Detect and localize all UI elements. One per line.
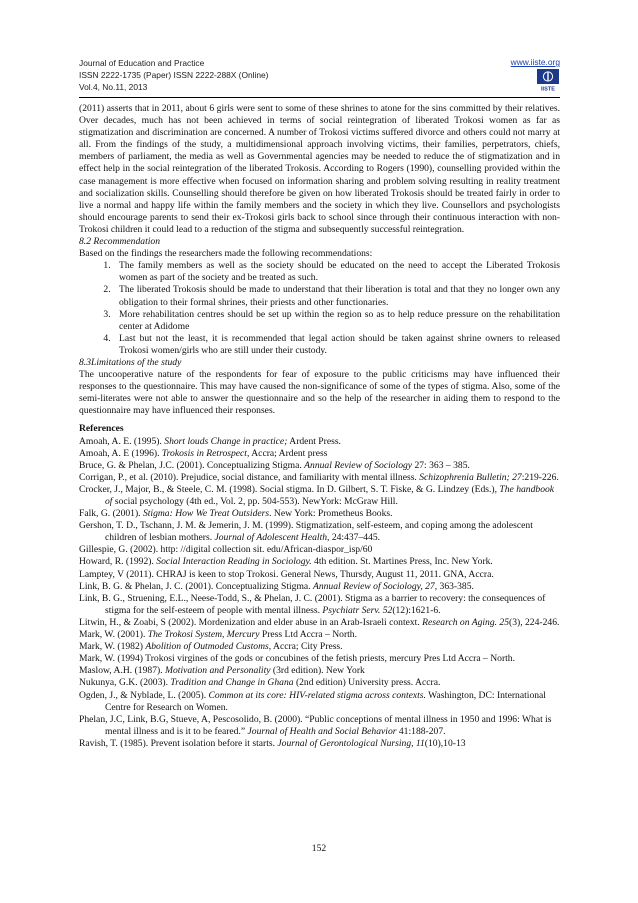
reference-pre: Howard, R. (1992). xyxy=(79,556,157,568)
reference-entry xyxy=(79,690,560,714)
reference-pre: Phelan, J.C, Link, B.G, Stueve, A, Pescosolido, B. (2000). “Public conceptions of mental illness in 1950 and 1996: What is mental illness and is it to be feared.” xyxy=(79,713,552,737)
reference-pre: Ogden, J., & Nyblade, L. (2005). xyxy=(79,689,209,701)
journal-url xyxy=(511,57,560,67)
reference-entry xyxy=(79,436,560,448)
reference-post: :219-226. xyxy=(521,471,559,483)
reference-post: Accra; City Press. xyxy=(271,641,343,653)
reference-it: Research on Aging. 25 xyxy=(422,616,510,628)
reference-post: 41:188-207. xyxy=(396,725,446,737)
reference-it: The handbook of xyxy=(105,483,555,507)
journal-title: Journal of Education and Practice xyxy=(79,58,205,68)
list-item: 2. The liberated Trokosis should be made to understand that their liberation is total and that they no longer own any obligation to their formal shrines, their priests and other functionaries. xyxy=(113,284,560,308)
reference-pre: Amoah, A. E. (1995). xyxy=(79,435,165,447)
reference-entry xyxy=(79,641,560,653)
reference-pre: Maslow, A.H. (1987). xyxy=(79,665,165,677)
reference-it: Annual Review of Sociology xyxy=(304,459,413,471)
list-item: 1. The family members as well as the society should be educated on the need to accept the Liberated Trokosis women as part of the society and be treated as such. xyxy=(113,260,560,284)
reference-pre: Crocker, J., Major, B., & Steele, C. M. (1998). Social stigma. In D. Gilbert, S. T. Fiske, & G. Lindzey (Eds.), xyxy=(79,483,500,495)
reference-it: Short louds Change in practice; xyxy=(164,435,288,447)
reference-post: 363-385. xyxy=(437,580,474,592)
reference-it: Tradition and Change in Ghana xyxy=(170,677,294,689)
reference-pre: Amoah, A. E (1996). xyxy=(79,447,162,459)
article-body xyxy=(79,103,560,750)
reference-entry xyxy=(79,677,560,689)
reference-pre: Nukunya, G.K. (2003). xyxy=(79,677,171,689)
reference-post: social psychology (4th ed., Vol. 2, pp. 504-553). NewYork: McGraw Hill. xyxy=(112,496,398,507)
volume-line: Vol.4, No.11, 2013 xyxy=(79,82,148,93)
reference-post: 27: 363 – 385. xyxy=(412,459,470,471)
reference-entry xyxy=(79,629,560,641)
logo-text: IISTE xyxy=(541,86,555,91)
running-header xyxy=(79,57,268,94)
reference-it: Psychiatr Serv. 52 xyxy=(322,604,393,616)
reference-post: 4th edition. St. Martines Press, Inc. New York. xyxy=(311,556,493,568)
list-item: 4. Last but not the least, it is recommended that legal action should be taken against shrine owners to released Trokosi women/girls who are still under their custody. xyxy=(113,333,560,357)
reference-it: Journal of Health and Social Behavior xyxy=(247,725,397,737)
reference-entry xyxy=(79,472,560,484)
reference-pre: Mark, W. (1982) xyxy=(79,641,146,653)
reference-post: . New York: Prometheus Books. xyxy=(269,508,393,520)
reference-entry xyxy=(79,484,560,508)
reference-entry xyxy=(79,569,560,581)
references-heading: References xyxy=(79,423,124,435)
reference-entry xyxy=(79,448,560,460)
reference-entry xyxy=(79,617,560,629)
reference-entry xyxy=(79,556,560,568)
section-heading-8-3: 8.3Limitations of the study xyxy=(79,356,182,368)
reference-post: Press Ltd Accra – North. xyxy=(259,629,358,641)
reference-pre: Link, B. G. & Phelan, J. C. (2001). Conceptualizing Stigma. xyxy=(79,580,313,592)
reference-it: Common at its core: HIV-related stigma across contexts. xyxy=(208,689,426,701)
reference-post: , 24:437–445. xyxy=(327,532,381,544)
reference-it: Social Interaction Reading in Sociology. xyxy=(156,556,312,568)
recommendations-intro: Based on the findings the researchers made the following recommendations: xyxy=(79,248,373,260)
reference-post: Ardent Press. xyxy=(287,435,341,447)
journal-url-link[interactable]: www.iiste.org xyxy=(510,57,560,67)
reference-it: Stigma: How We Treat Outsiders xyxy=(142,508,270,520)
reference-pre: Gershon, T. D., Tschann, J. M. & Jemerin, J. M. (1999). Stigmatization, self-esteem, and coping among the adolescent children of lesbian mothers. xyxy=(79,520,533,544)
reference-post: (3rd edition). New York xyxy=(270,665,365,677)
reference-entry xyxy=(79,714,560,738)
reference-pre: Lamptey, V (2011). CHRAJ is keen to stop Trokosi. General News, Thursdy, August 11, 2011. GNA, Accra. xyxy=(79,568,494,580)
reference-pre: Mark, W. (2001). xyxy=(79,629,148,641)
reference-post: (3), 224-246. xyxy=(509,616,560,628)
reference-post: (2nd edition) University press. Accra. xyxy=(293,677,441,689)
header-rule xyxy=(79,97,560,98)
reference-pre: Link, B. G., Struening, E.L., Neese-Todd, S., & Phelan, J. C. (2001). Stigma as a barrier to recovery: the consequences of stigma for the self-esteem of people with mental illness. xyxy=(79,592,546,616)
page-number: 152 xyxy=(311,843,327,854)
reference-pre: Gillespie, G. (2002). http: //digital collection sit. edu/African-diaspor_isp/60 xyxy=(79,544,373,556)
reference-entry xyxy=(79,508,560,520)
section-heading-8-2: 8.2 Recommendation xyxy=(79,236,160,248)
reference-it: Journal of Adolescent Health xyxy=(214,532,328,544)
reference-pre: Ravish, T. (1985). Prevent isolation before it starts. xyxy=(79,737,278,749)
recommendations-list xyxy=(79,260,560,357)
references-list xyxy=(79,436,560,750)
reference-it: The Trokosi System, Mercury xyxy=(147,629,260,641)
list-item: 3. More rehabilitation centres should be set up within the region so as to help reduce pressure on the rehabilitation center at Adidome xyxy=(113,309,560,333)
reference-entry xyxy=(79,520,560,544)
reference-entry xyxy=(79,460,560,472)
reference-entry xyxy=(79,544,560,556)
iiste-logo-icon xyxy=(537,69,559,91)
reference-post: (12):1621-6. xyxy=(392,604,441,616)
reference-entry xyxy=(79,665,560,677)
reference-entry xyxy=(79,653,560,665)
reference-it: Annual Review of Sociology, 27, xyxy=(312,580,438,592)
reference-post: Washington, DC: International Centre for Research on Women. xyxy=(105,689,546,713)
reference-pre: Mark, W. (1994) Trokosi virgines of the gods or concubines of the fetish priests, mercury Pres Ltd Accra – North. xyxy=(79,653,516,665)
reference-entry xyxy=(79,581,560,593)
reference-pre: Corrigan, P., et al. (2010). Prejudice, social distance, and familiarity with mental illness. xyxy=(79,471,420,483)
limitations-paragraph: The uncooperative nature of the respondents for fear of exposure to the public criticisms may have influenced their responses to the questionnaire. This may have caused the non-significance of some of the types of stigma. Also, some of the semi-literates were not able to answer the questionnaire and so the help of the researcher in aiding them to respond to the questionnaire may have influenced their responses. xyxy=(79,369,560,417)
reference-pre: Litwin, H., & Zoabi, S (2002). Mordenization and elder abuse in an Arab-Israeli context. xyxy=(79,616,423,628)
reference-it: Trokosis in Retrospect xyxy=(161,447,247,459)
reference-it: Abolition of Outmoded Customs, xyxy=(145,641,272,653)
reference-it: Journal of Gerontological Nursing, 11 xyxy=(277,737,425,749)
reference-it: Motivation and Personality xyxy=(164,665,271,677)
reference-pre: Bruce, G. & Phelan, J.C. (2001). Conceptualizing Stigma. xyxy=(79,459,305,471)
issn-line: ISSN 2222-1735 (Paper) ISSN 2222-288X (Online) xyxy=(79,70,269,81)
reference-post: , Accra; Ardent press xyxy=(246,447,328,459)
reference-it: Schizophrenia Bulletin; 27 xyxy=(419,471,522,483)
reference-post: (10),10-13 xyxy=(424,737,466,749)
body-paragraph: (2011) asserts that in 2011, about 6 girls were sent to some of these shrines to atone for the sins committed by their relatives. Over decades, much has not been achieved in terms of social reintegration of liberated Trokosi women as far as stigmatization and discrimination are concerned. A number of Trokosi victims suffered divorce and others could not marry at all. From the findings of the study, a multidimensional approach involving victims, their families, perpetrators, chiefs, members of parliament, the media as well as Governmental agencies may be needed to reduce the of stigmatization and in effect help in the social reintegration of the liberated Trokosis. According to Rogers (1990), counselling provided within the case management is more effective when focused on information sharing and problem solving resulting in reality treatment and socialization skills. Counselling should therefore be given on how liberated Trokosis should be treated fairly in order to live a normal and happy life within the family members and the society in which they live. Counsellors and psychologists should encourage parents to send their ex-Trokosi girls back to school since through their continuous interaction with non-Trokosi children it could lead to a reduction of the stigma and subsequently successful reintegration. xyxy=(79,103,560,235)
reference-entry xyxy=(79,738,560,750)
reference-pre: Falk, G. (2001). xyxy=(79,508,143,520)
reference-entry xyxy=(79,593,560,617)
